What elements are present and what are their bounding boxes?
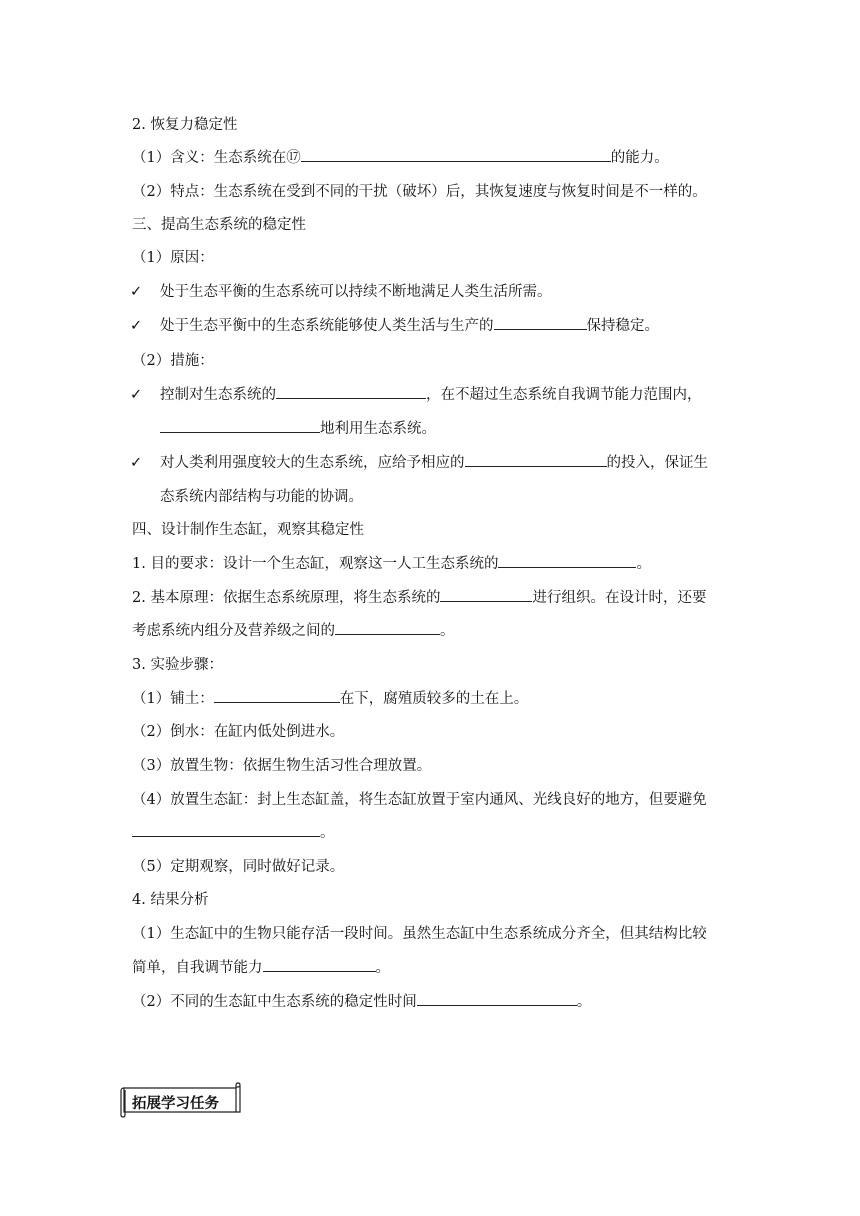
text-segment: 2. 基本原理：依据生态系统原理，将生态系统的 (132, 590, 441, 606)
text-segment: 地利用生态系统。 (320, 421, 436, 437)
text-line: （2）措施： (132, 353, 214, 369)
text-line (132, 956, 390, 977)
text-line: （5）定期观察，同时做好记录。 (132, 859, 345, 875)
heading-resilience-stability: 2. 恢复力稳定性 (132, 117, 238, 133)
fill-blank (498, 553, 636, 568)
fill-blank (417, 991, 577, 1006)
fill-blank (276, 384, 426, 399)
section-heading: 三、提高生态系统的稳定性 (132, 217, 306, 233)
fill-blank (214, 688, 340, 703)
text-segment: 。 (636, 556, 651, 572)
fill-blank (335, 620, 440, 635)
bullet-item (130, 280, 552, 301)
text-line: 3. 实验步骤： (132, 657, 223, 673)
text-segment: 控制对生态系统的 (160, 387, 276, 403)
text-segment: 在下，腐殖质较多的土在上。 (339, 691, 529, 707)
fill-blank (132, 822, 320, 837)
text-line (132, 552, 651, 573)
text-line (132, 687, 528, 708)
text-segment: 。 (576, 994, 592, 1010)
text-line: （4）放置生态缸：封上生态缸盖，将生态缸放置于室内通风、光线良好的地方，但要避免 (132, 792, 707, 808)
check-icon: ✓ (130, 284, 143, 300)
text-line (132, 146, 669, 167)
text-segment: ，在不超过生态系统自我调节能力范围内， (426, 387, 702, 403)
text-line (132, 990, 591, 1011)
text-segment: 保持稳定。 (586, 318, 659, 334)
check-icon: ✓ (130, 387, 143, 403)
text-segment: 简单，自我调节能力 (132, 960, 263, 976)
text-line: 态系统内部结构与功能的协调。 (160, 489, 363, 505)
fill-blank (465, 452, 607, 467)
text-segment: 的能力。 (610, 150, 669, 166)
section-heading: 4. 结果分析 (132, 892, 209, 908)
text-segment: 。 (320, 825, 335, 841)
banner-title: 拓展学习任务 (132, 1096, 219, 1112)
text-segment: 对人类利用强度较大的生态系统，应给予相应的 (160, 455, 465, 471)
fill-blank (301, 147, 611, 162)
bullet-item (130, 314, 659, 335)
text-line: （3）放置生物：依据生物生活习性合理放置。 (132, 758, 432, 774)
text-segment: （2）不同的生态缸中生态系统的稳定性时间 (132, 994, 417, 1010)
text-line (160, 417, 436, 438)
section-heading: 四、设计制作生态缸，观察其稳定性 (132, 522, 364, 538)
text-segment: 1. 目的要求：设计一个生态缸，观察这一人工生态系统的 (132, 556, 499, 572)
text-segment: 考虑系统内组分及营养级之间的 (132, 623, 335, 639)
text-segment: 。 (375, 960, 390, 976)
text-segment: 进行组织。在设计时，还要 (532, 590, 707, 606)
fill-blank (440, 587, 532, 602)
bullet-item (130, 383, 702, 404)
check-icon: ✓ (130, 318, 143, 334)
text-segment: 处于生态平衡中的生态系统能够使人类生活与生产的 (160, 318, 494, 334)
text-line (132, 586, 706, 607)
text-line: （2）特点：生态系统在受到不同的干扰（破坏）后，其恢复速度与恢复时间是不一样的。 (132, 184, 707, 200)
text-line (132, 821, 335, 842)
text-line (132, 619, 455, 640)
fill-blank (494, 315, 587, 330)
text-line: （1）生态缸中的生物只能存活一段时间。虽然生态缸中生态系统成分齐全，但其结构比较 (132, 926, 707, 942)
check-icon: ✓ (130, 455, 143, 471)
text-segment: 的投入，保证生 (606, 455, 708, 471)
text-segment: （1）铺土： (132, 691, 214, 707)
text-segment: 处于生态平衡的生态系统可以持续不断地满足人类生活所需。 (160, 284, 552, 300)
fill-blank (160, 418, 320, 433)
text-segment: 。 (440, 623, 455, 639)
text-line: （1）原因： (132, 250, 214, 266)
text-segment: （1）含义：生态系统在⑰ (132, 150, 301, 166)
fill-blank (263, 957, 376, 972)
text-line: （2）倒水：在缸内低处倒进水。 (132, 724, 345, 740)
bullet-item (130, 451, 708, 472)
section-banner (120, 1082, 242, 1118)
